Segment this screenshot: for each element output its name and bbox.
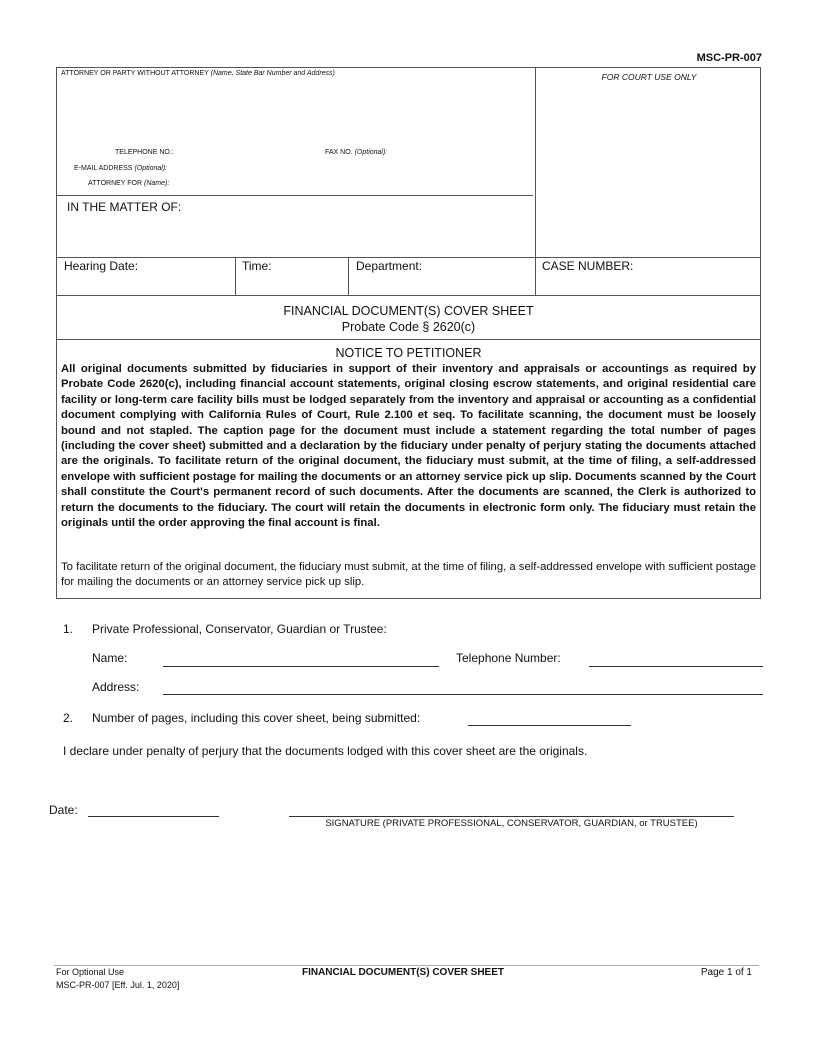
signature-field[interactable] — [289, 816, 734, 817]
court-use-label: FOR COURT USE ONLY — [601, 72, 697, 82]
attorney-for-label-row — [88, 180, 169, 187]
attorney-for-hint: (Name): — [144, 180, 170, 187]
attorney-label-row — [61, 70, 335, 77]
department-label: Department: — [356, 259, 423, 273]
footer-optional-use: For Optional Use — [56, 967, 125, 977]
attorney-label-hint: (Name, State Bar Number and Address) — [210, 70, 335, 77]
caption-box — [56, 67, 761, 599]
signature-caption: SIGNATURE (PRIVATE PROFESSIONAL, CONSERVATOR, GUARDIAN, or TRUSTEE) — [325, 818, 698, 829]
declaration-text: I declare under penalty of perjury that the documents lodged with this cover sheet are the originals. — [63, 744, 588, 758]
title-row-top — [57, 295, 760, 296]
fax-hint: (Optional): — [354, 149, 388, 156]
date-label: Date: — [49, 803, 78, 817]
item1-number: 1. — [63, 622, 74, 636]
address-label: Address: — [92, 680, 140, 694]
footer-form-rev: MSC-PR-007 [Eff. Jul. 1, 2020] — [56, 980, 180, 990]
hearing-divider-2 — [348, 257, 349, 295]
name-label: Name: — [92, 651, 128, 665]
hearing-date-label: Hearing Date: — [64, 259, 139, 273]
notice-bold-text: All original documents submitted by fiduciaries in support of their inventory and appraisals or accountings as required by Probate Code 2620(c), including financial account statements, original closing escrow statements, and original residential care facility or long-term care facility bills must be lodged separately from the inventory and appraisal or accounting as a confidential document complying with California Rules of Court, Rule 2.100 et seq. To facilitate scanning, the document must be loosely bound and not stapled. The caption page for the document must include a statement regarding the total number of pages (including the cover sheet) submitted and a declaration by the fiduciary under penalty of perjury stating the documents attached are the originals. To facilitate return of the original document, the fiduciary must submit, at the time of filing, a self-addressed envelope with sufficient postage for mailing the documents or an attorney service pick up slip. Documents scanned by the Court shall constitute the Court's permanent record of such documents. After the documents are scanned, the Clerk is authorized to return the documents to the fiduciary. The court will retain the documents in electronic form only. The fiduciary must retain the originals until the order approving the final account is final. — [61, 363, 756, 530]
telephone-number-label: Telephone Number: — [456, 651, 561, 665]
case-number-label: CASE NUMBER: — [542, 259, 634, 273]
attorney-for-label: ATTORNEY FOR — [88, 180, 143, 187]
footer-page: Page 1 of 1 — [700, 967, 752, 978]
item2-label: Number of pages, including this cover sheet, being submitted: — [92, 711, 421, 725]
footer-rule — [54, 965, 759, 966]
email-label: E-MAIL ADDRESS — [74, 165, 133, 172]
telephone-field[interactable] — [589, 666, 763, 667]
attorney-label: ATTORNEY OR PARTY WITHOUT ATTORNEY — [61, 70, 209, 77]
attorney-block-divider — [57, 195, 533, 196]
form-number: MSC-PR-007 — [696, 52, 762, 64]
item2-number: 2. — [63, 711, 74, 725]
email-label-row — [74, 165, 167, 172]
hearing-row-top — [57, 257, 760, 258]
form-title: FINANCIAL DOCUMENT(S) COVER SHEET — [283, 304, 534, 318]
email-hint: (Optional): — [134, 165, 168, 172]
hearing-divider-3 — [535, 257, 536, 295]
address-field[interactable] — [163, 694, 763, 695]
page-count-field[interactable] — [468, 725, 631, 726]
telephone-label: TELEPHONE NO.: — [115, 149, 174, 156]
notice-heading: NOTICE TO PETITIONER — [335, 346, 482, 360]
hearing-divider-1 — [235, 257, 236, 295]
matter-label: IN THE MATTER OF: — [67, 200, 182, 214]
fax-label: FAX NO. — [325, 149, 353, 156]
form-subtitle: Probate Code § 2620(c) — [341, 320, 476, 334]
name-field[interactable] — [163, 666, 439, 667]
item1-label: Private Professional, Conservator, Guardian or Trustee: — [92, 622, 387, 636]
notice-plain-text: To facilitate return of the original document, the fiduciary must submit, at the time of filing, a self-addressed envelope with sufficient postage for mailing the documents or an attorney service pick up slip. — [61, 561, 756, 589]
notice-row-top — [57, 339, 760, 340]
footer-title: FINANCIAL DOCUMENT(S) COVER SHEET — [301, 967, 505, 978]
fax-label-row — [325, 149, 387, 156]
date-field[interactable] — [88, 816, 219, 817]
time-label: Time: — [242, 259, 272, 273]
